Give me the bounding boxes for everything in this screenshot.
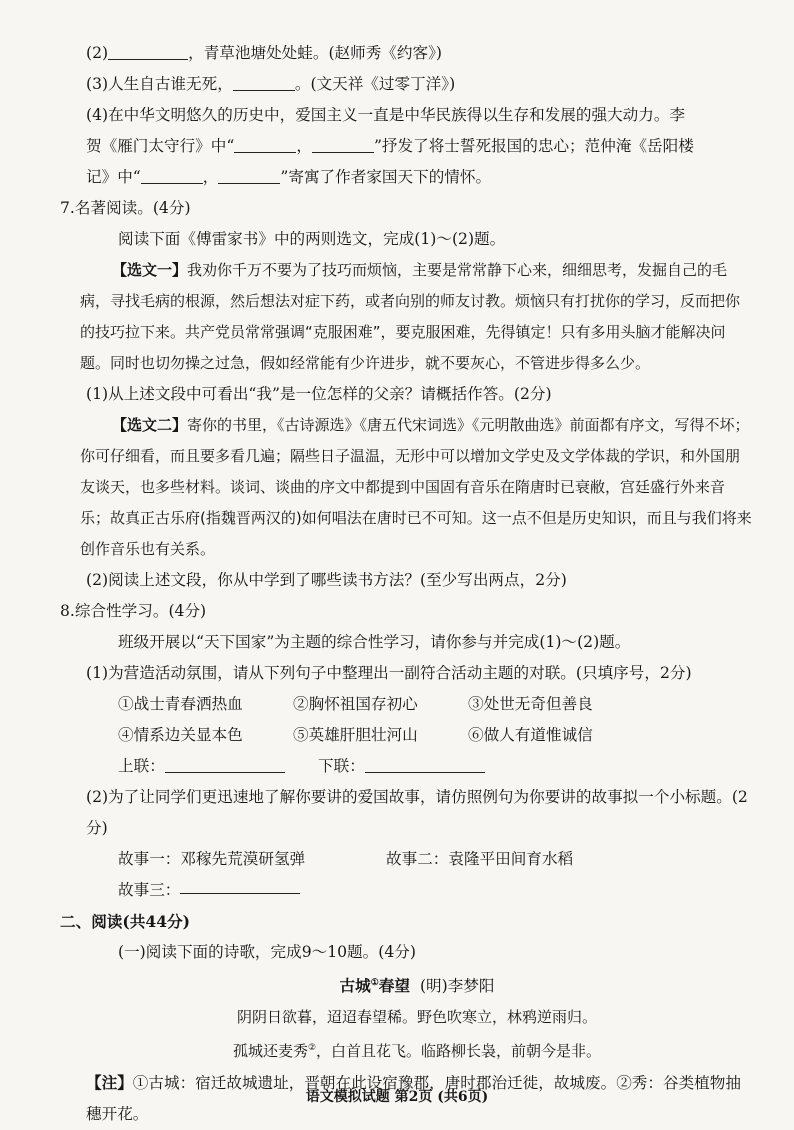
q6-item3: (3)人生自古谁无死， 。(文天祥《过零丁洋》) (80, 69, 754, 100)
answer-blank[interactable] (234, 134, 296, 153)
couplet-options-row2 (80, 720, 754, 751)
poem-author: (明)李梦阳 (419, 977, 495, 996)
q7-sub1: (1)从上述文段中可看出“我”是一位怎样的父亲？请概括作答。(2分) (86, 385, 552, 403)
option-3: ③处世无奇但善良 (468, 695, 593, 713)
q8-intro: 班级开展以“天下国家”为主题的综合性学习，请你参与并完成(1)～(2)题。 (118, 633, 631, 651)
q8-heading: 8.综合性学习。(4分) (60, 602, 207, 620)
q7-excerpt1: 【选文一】我劝你千万不要为了技巧而烦恼，主要是常常静下心来，细细思考，发掘自己的毛病，寻找毛病的根源，然后想法对症下药，或者向别的师友讨教。烦恼只有打扰你的学习，反而把你的技巧拉下来。共产党员常常强调“克服困难”，要克服困难，先得镇定！只有多用头脑才能解决问题。同时也切勿操之过急，假如经常能有少许进步，就不要灰心，不管进步得多么少。 (80, 261, 741, 372)
option-6: ⑥做人有道惟诚信 (468, 726, 593, 744)
q7-intro: 阅读下面《傅雷家书》中的两则选文，完成(1)～(2)题。 (118, 230, 506, 248)
option-5: ⑤英雄肝胆壮河山 (293, 726, 418, 744)
story-2: 故事二：袁隆平田间育水稻 (386, 850, 574, 868)
answer-blank[interactable] (108, 41, 188, 60)
q6-item4-line3: 记》中“ ， ”寄寓了作者家国天下的情怀。 (80, 162, 754, 193)
section2-intro: (一)阅读下面的诗歌，完成9～10题。(4分) (118, 943, 416, 961)
page-footer: 语文模拟试题 第2页 (共6页) (305, 1089, 489, 1105)
q8-sub2: (2)为了让同学们更迅速地了解你要讲的爱国故事，请仿照例句为你要讲的故事拟一个小标题。(2分) (86, 788, 748, 837)
answer-blank[interactable] (141, 165, 203, 184)
answer-blank[interactable] (233, 72, 295, 91)
story-examples (80, 844, 754, 875)
story-3-label: 故事三： (118, 881, 181, 899)
lower-couplet-blank[interactable] (365, 754, 485, 773)
option-2: ②胸怀祖国存初心 (293, 695, 418, 713)
couplet-answer-row (80, 751, 754, 782)
lower-couplet-label: 下联： (318, 757, 365, 775)
option-4: ④情系边关显本色 (118, 726, 243, 744)
poem-title: 古城①春望 (明)李梦阳 (339, 976, 495, 996)
q8-sub1: (1)为营造活动氛围，请从下列句子中整理出一副符合活动主题的对联。(只填序号，2分) (86, 664, 692, 682)
q6-item4-line2: 贺《雁门太守行》中“ ， ”抒发了将士誓死报国的忠心；范仲淹《岳阳楼 (80, 131, 754, 162)
story-3-row (80, 875, 754, 906)
option-1: ①战士青春洒热血 (118, 695, 243, 713)
q7-excerpt2: 【选文二】寄你的书里，《古诗源选》《唐五代宋词选》《元明散曲选》前面都有序文，写得不坏；你可仔细看，而且要多看几遍；隔些日子温温，无形中可以增加文学史及文学体裁的学识，和外国朋友谈天，也多些材料。谈词、谈曲的序文中都提到中国固有音乐在隋唐时已衰敝，宫廷盛行外来音乐；故真正古乐府(指魏晋两汉的)如何唱法在唐时已不可知。这一点不但是历史知识，而且与我们将来创作音乐也有关系。 (80, 416, 752, 558)
section2-heading: 二、阅读(共44分) (60, 912, 191, 931)
q6-item4-line1: (4)在中华文明悠久的历史中，爱国主义一直是中华民族得以生存和发展的强大动力。李 (86, 106, 686, 124)
answer-blank[interactable] (218, 165, 280, 184)
poem-notes: 【注】①古城：宿迁故城遗址，晋朝在此设宿豫郡，唐时郡治迁徙，故城废。②秀：谷类植物抽穗开花。 (86, 1073, 741, 1124)
story-3-blank[interactable] (180, 875, 300, 894)
couplet-options-row1 (80, 689, 754, 720)
q6-item2: (2) ，青草池塘处处蛙。(赵师秀《约客》) (80, 38, 754, 69)
story-1: 故事一：邓稼先荒漠研氢弹 (118, 850, 306, 868)
q7-sub2: (2)阅读上述文段，你从中学到了哪些读书方法？(至少写出两点，2分) (86, 571, 567, 589)
answer-blank[interactable] (312, 134, 374, 153)
upper-couplet-label: 上联： (118, 757, 165, 775)
q7-heading: 7.名著阅读。(4分) (60, 199, 191, 217)
poem-line-1: 阴阴日欲暮，迢迢春望稀。野色吹寒立，林鸦逆雨归。 (236, 1008, 597, 1027)
poem-line-2: 孤城还麦秀②，白首且花飞。临路柳长袅，前朝今是非。 (232, 1042, 602, 1061)
upper-couplet-blank[interactable] (165, 754, 285, 773)
